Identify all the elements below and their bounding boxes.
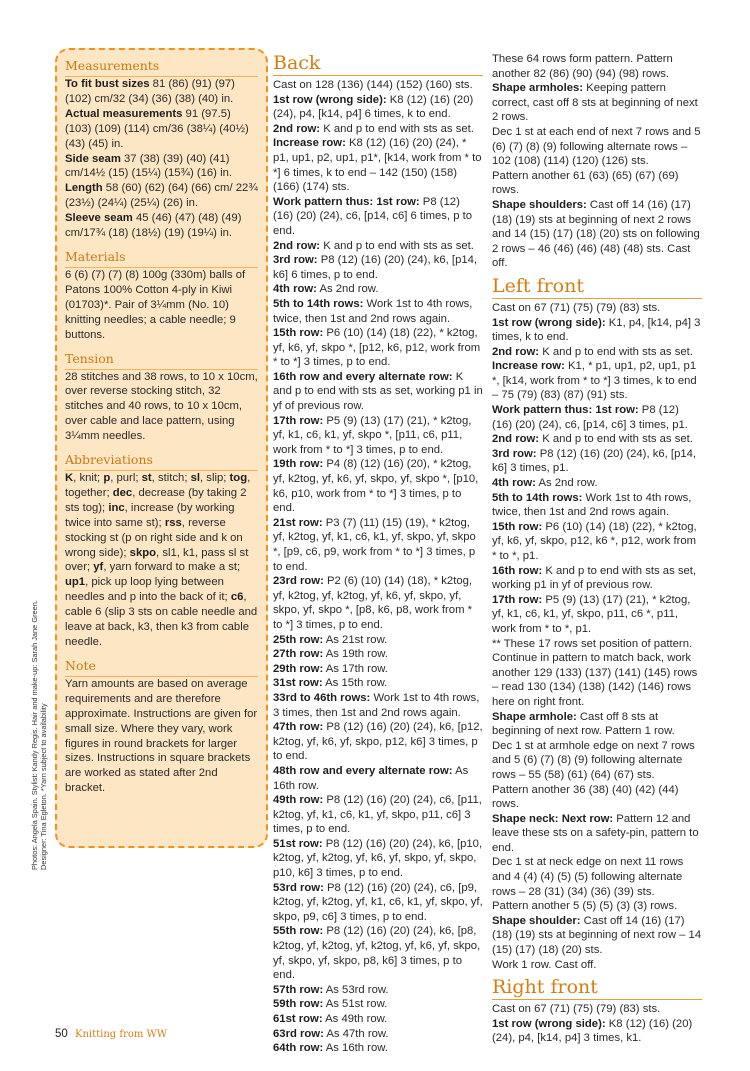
instruction: Shape shoulder: Cast off 14 (16) (17) (18) (19) sts at beginning of next row – 14 (15) (17) (18) (20) sts.: [492, 914, 702, 957]
instruction: 51st row: P8 (12) (16) (20) (24), k6, [p10, k2tog, yf, k2tog, yf, k6, yf, skpo, yf, skpo, p10, k6] 3 times, p to end.: [273, 837, 483, 880]
instruction: 55th row: P8 (12) (16) (20) (24), k6, [p8, k2tog, yf, k2tog, yf, k2tog, yf, k6, yf, skpo, yf, skpo, yf, skpo, p8, k6] 3 times, p to end.: [273, 925, 481, 982]
note-section: [65, 658, 258, 796]
divider: [492, 298, 702, 299]
instruction: 27th row: As 19th row.: [273, 648, 388, 661]
divider: [273, 75, 483, 76]
instruction: 21st row: P3 (7) (11) (15) (19), * k2tog, yf, k2tog, yf, k1, c6, k1, yf, skpo, yf, skpo *, [p9, c6, p9, work from * to *] 3 times, p to end.: [273, 516, 476, 573]
instruction: Work pattern thus: 1st row: P8 (12) (16) (20) (24), c6, [p14, c6] 3 times, p1.: [492, 404, 688, 431]
instruction: Cast on 67 (71) (75) (79) (83) sts.: [492, 301, 661, 314]
sleeve-seam: Sleeve seam 45 (46) (47) (48) (49) cm/17¾ (18) (18½) (19) (19¼) in.: [65, 212, 242, 240]
credit-line-1: Photos: Angela Spain. Stylist: Kandy Regis. Hair and make-up: Sarah Jane Green.: [30, 600, 39, 870]
abbreviations-text: K, knit; p, purl; st, stitch; sl, slip; tog, together; dec, decrease (by taking 2 sts tog); inc, increase (by working twice into same st); rss, reverse stocking st (p on right side and k on wrong side); skpo, sl1, k1, pass sl st over; yf, yarn forward to make a st; up1, pick up loop lying between needles and p into the back of it; c6, cable 6 (slip 3 sts on cable needle and leave at back, k3, then k3 from cable needle.: [65, 472, 258, 648]
instruction: 16th row: K and p to end with sts as set, working p1 in yf of previous row.: [492, 564, 697, 592]
instruction: 25th row: As 21st row.: [273, 633, 388, 646]
instruction: 16th row and every alternate row: K and p to end with sts as set, working p1 in yf of previous row.: [273, 370, 483, 413]
left-front-heading: Left front: [492, 274, 584, 297]
instruction: 64th row: As 16th row.: [273, 1042, 388, 1055]
instruction: Work pattern thus: 1st row: P8 (12) (16) (20) (24), c6, [p14, c6] 6 times, p to end.: [273, 195, 473, 237]
instruction: Increase row: K8 (12) (16) (20) (24), * p1, up1, p2, up1, p1*, [k14, work from * to *] 6 times, k to end – 142 (150) (158) (166) (174) sts.: [273, 137, 482, 194]
tension-text: 28 stitches and 38 rows, to 10 x 10cm, over reverse stocking stitch, 32 stitches and 40 rows, to 10 x 10cm, over cable and lace pattern, using 3¼mm needles.: [65, 370, 258, 443]
page-number: 50: [55, 1028, 68, 1040]
instruction: 57th row: As 53rd row.: [273, 983, 389, 996]
right-front-heading: Right front: [492, 976, 598, 999]
instruction: 47th row: P8 (12) (16) (20) (24), k6, [p12, k2tog, yf, k6, yf, skpo, p12, k6] 3 times, p to end.: [273, 721, 483, 763]
instruction: 4th row: As 2nd row.: [492, 477, 598, 490]
instruction: 17th row: P5 (9) (13) (17) (21), * k2tog, yf, k1, c6, k1, yf, skpo *, [p11, c6, p11, work from * to *] 3 times, p to end.: [273, 414, 472, 456]
length: Length 58 (60) (62) (64) (66) cm/ 22¾ (23½) (24¼) (25¼) (26) in.: [65, 182, 258, 210]
instruction: 5th to 14th rows: Work 1st to 4th rows, twice, then 1st and 2nd rows again.: [492, 491, 692, 519]
instruction: Pattern another 5 (5) (5) (3) (3) rows.: [492, 900, 678, 913]
instruction: 29th row: As 17th row.: [273, 662, 388, 675]
instruction: Shape armholes: Keeping pattern correct, cast off 8 sts at beginning of next 2 rows.: [492, 82, 698, 124]
instruction: 31st row: As 15th row.: [273, 677, 388, 690]
back-column: [273, 52, 483, 1056]
instruction: 5th to 14th rows: Work 1st to 4th rows, twice, then 1st and 2nd rows again.: [273, 297, 473, 325]
bust-sizes: To fit bust sizes 81 (86) (91) (97) (102) cm/32 (34) (36) (38) (40) in.: [65, 78, 235, 105]
instruction: Dec 1 st at armhole edge on next 7 rows and 5 (6) (7) (8) (9) following alternate rows – 55 (58) (61) (64) (67) sts.: [492, 739, 695, 781]
magazine-name: Knitting from WW: [75, 1029, 168, 1040]
instruction: 1st row (wrong side): K8 (12) (16) (20) (24), p4, [k14, p4] 6 times, k to end.: [273, 93, 474, 121]
tension-heading: Tension: [65, 350, 114, 366]
instruction: Pattern another 36 (38) (40) (42) (44) rows.: [492, 783, 679, 811]
instruction: 2nd row: K and p to end with sts as set.: [492, 345, 693, 358]
instruction: 63rd row: As 47th row.: [273, 1027, 389, 1040]
photo-credits: [30, 600, 48, 884]
instruction: 53rd row: P8 (12) (16) (20) (24), c6, [p9, k2tog, yf, k2tog, yf, k1, c6, k1, yf, skpo, yf, skpo, p9, c6] 3 times, p to end.: [273, 881, 483, 923]
instruction: Work 1 row. Cast off.: [492, 958, 597, 971]
instruction: 23rd row: P2 (6) (10) (14) (18), * k2tog, yf, k2tog, yf, k2tog, yf, k6, yf, skpo, yf, skpo, yf, skpo *, [p8, k6, p8, work from * to *] 3 times, p to end.: [273, 575, 473, 631]
measurements-heading: Measurements: [65, 58, 160, 73]
instruction: 33rd to 46th rows: Work 1st to 4th rows, 3 times, then 1st and 2nd rows again.: [273, 691, 480, 719]
materials-text: 6 (6) (7) (7) (8) 100g (330m) balls of Patons 100% Cotton 4-ply in Kiwi (01703)*. Pair of 3¼mm (No. 10) knitting needles; a cable needle; 9 buttons.: [65, 268, 246, 341]
instruction: Dec 1 st at neck edge on next 11 rows and 4 (4) (4) (5) (5) following alternate rows – 28 (31) (34) (36) (39) sts.: [492, 856, 684, 898]
back-cast-on: Cast on 128 (136) (144) (152) (160) sts.: [273, 79, 473, 91]
instruction: 2nd row: K and p to end with sts as set.: [273, 122, 474, 135]
instruction: Increase row: K1, * p1, up1, p2, up1, p1 *, [k14, work from * to *] 3 times, k to end – 75 (79) (83) (87) (91) sts.: [492, 360, 697, 402]
materials-section: [65, 249, 258, 343]
instruction: 2nd row: K and p to end with sts as set.: [273, 239, 474, 252]
tension-section: [65, 351, 258, 445]
actual-measurements: Actual measurements 91 (97.5) (103) (109) (114) cm/36 (38¼) (40½) (43) (45) in.: [65, 107, 249, 150]
page-footer: [55, 1028, 167, 1040]
fronts-column: [492, 52, 702, 1046]
instruction: 59th row: As 51st row.: [273, 998, 388, 1011]
side-seam: Side seam 37 (38) (39) (40) (41) cm/14½ (15) (15¼) (15¾) (16) in.: [65, 152, 233, 180]
instruction: 3rd row: P8 (12) (16) (20) (24), k6, [p14, k6] 6 times, p to end.: [273, 254, 478, 281]
instruction: Dec 1 st at each end of next 7 rows and 5 (6) (7) (8) (9) following alternate rows – 102 (108) (114) (120) (126) sts.: [492, 125, 701, 168]
instruction: Pattern another 61 (63) (65) (67) (69) rows.: [492, 169, 679, 197]
info-sidebar: [55, 48, 268, 848]
note-heading: Note: [65, 657, 96, 673]
instruction: Shape neck: Next row: Pattern 12 and leave these sts on a safety-pin, pattern to end.: [492, 812, 699, 854]
materials-heading: Materials: [65, 248, 126, 264]
instruction: 1st row (wrong side): K8 (12) (16) (20) (24), p4, [k14, p4] 3 times, k1.: [492, 1017, 693, 1045]
divider: [492, 999, 702, 1000]
instruction: ** These 17 rows set position of pattern. Continue in pattern to match back, work another 129 (133) (137) (141) (145) rows – read 130 (134) (138) (142) (146) rows here on right front.: [492, 637, 698, 708]
measurements-section: [65, 58, 258, 241]
instruction: Shape shoulders: Cast off 14 (16) (17) (18) (19) sts at beginning of next 2 rows and 14 (15) (17) (18) (20) sts on following 2 rows – 46 (46) (46) (48) (48) sts. Cast off.: [492, 198, 700, 270]
instruction: These 64 rows form pattern. Pattern another 82 (86) (90) (94) (98) rows.: [492, 53, 673, 80]
note-text: Yarn amounts are based on average requirements and are therefore approximate. Instructions are given for small size. Where they vary, work figures in round brackets for larger sizes. Instructions in square brackets are worked as stated after 2nd bracket.: [65, 677, 258, 795]
abbreviations-section: [65, 452, 258, 650]
instruction: Cast on 67 (71) (75) (79) (83) sts.: [492, 1003, 661, 1016]
instruction: 15th row: P6 (10) (14) (18) (22), * k2tog, yf, k6, yf, skpo *, [p12, k6, p12, work from * to *] 3 times, p to end.: [273, 327, 481, 369]
instruction: 15th row: P6 (10) (14) (18) (22), * k2tog, yf, k6, yf, skpo, p12, k6 *, p12, work from * to *, p1.: [492, 520, 697, 562]
abbreviations-heading: Abbreviations: [65, 452, 153, 468]
back-heading: Back: [273, 52, 321, 74]
instruction: 49th row: P8 (12) (16) (20) (24), c6, [p11, k2tog, yf, k1, c6, k1, yf, skpo, p11, c6] 3 times, p to end.: [273, 794, 482, 836]
instruction: 2nd row: K and p to end with sts as set.: [492, 433, 693, 446]
instruction: 19th row: P4 (8) (12) (16) (20), * k2tog, yf, k2tog, yf, k6, yf, skpo, yf, skpo *, [p10, k6, p10, work from * to *] 3 times, p to end.: [273, 458, 479, 515]
instruction: 17th row: P5 (9) (13) (17) (21), * k2tog, yf, k1, c6, k1, yf, skpo, p11, c6 *, p11, work from * to *, p1.: [492, 593, 691, 635]
credit-line-2: Designer: Tina Egleton. *Yarn subject to availability: [39, 703, 48, 870]
instruction: Shape armhole: Cast off 8 sts at beginning of next row. Pattern 1 row.: [492, 710, 675, 738]
instruction: 48th row and every alternate row: As 16th row.: [273, 764, 469, 792]
instruction: 61st row: As 49th row.: [273, 1013, 388, 1025]
instruction: 3rd row: P8 (12) (16) (20) (24), k6, [p14, k6] 3 times, p1.: [492, 447, 697, 475]
instruction: 4th row: As 2nd row.: [273, 283, 379, 296]
instruction: 1st row (wrong side): K1, p4, [k14, p4] 3 times, k to end.: [492, 316, 701, 344]
